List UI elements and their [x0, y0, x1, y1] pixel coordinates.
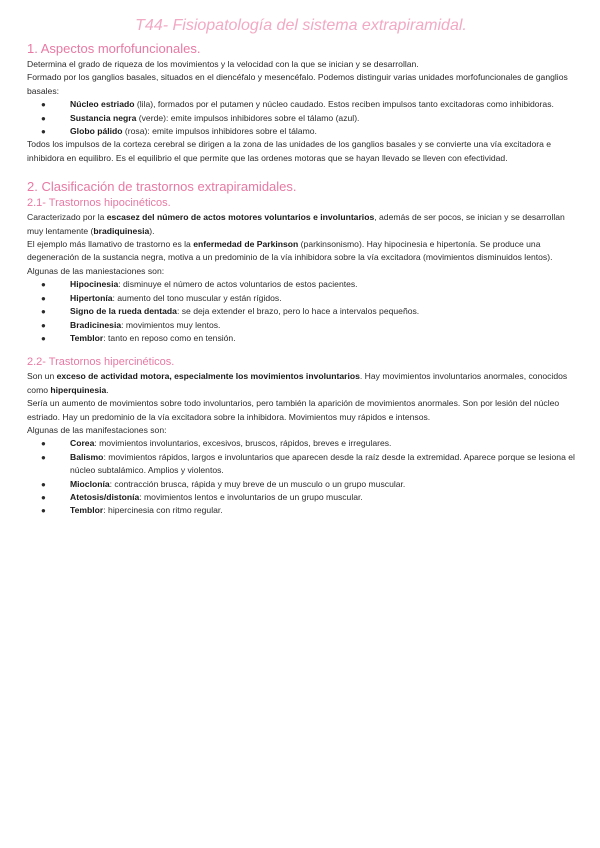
bullet-icon: ●	[41, 439, 46, 449]
s1-paragraph-2: Formado por los ganglios basales, situados en el diencéfalo y mesencéfalo. Podemos distinguir varias unidades morfofuncionales de ganglios basales:	[27, 72, 568, 96]
list-item: ● Sustancia negra (verde): emite impulsos inhibidores sobre el tálamo (azul).	[27, 112, 575, 125]
bullet-icon: ●	[41, 492, 46, 502]
bullet-icon: ●	[41, 506, 46, 516]
s21-paragraph-2: El ejemplo más llamativo de trastorno es la enfermedad de Parkinson (parkinsonismo). Hay hipocinesia e hipertonía. Se produce una degeneración de la sustancia negra, motiva a un predominio de la vía inhibidora sobre la vía excitadora (movimientos disminuidos lentos). Algunas de las maniestaciones son:	[27, 239, 553, 276]
list-item: ● Corea: movimientos involuntarios, excesivos, bruscos, rápidos, breves e irregulares.	[27, 437, 575, 450]
bullet-icon: ●	[41, 479, 46, 489]
document-title: T44- Fisiopatología del sistema extrapiramidal.	[135, 17, 467, 34]
s22-paragraph-2: Sería un aumento de movimientos sobre todo involuntarios, pero también la aparición de movimientos anormales. Son por lesión del núcleo estriado. Hay un predominio de la vía excitadora sobre la inhibidora. Movimientos muy rápidos e intensos.	[27, 398, 560, 422]
s1-paragraph-1: Determina el grado de riqueza de los movimientos y la velocidad con la que se inician y se desarrollan.	[27, 59, 419, 69]
bullet-icon: ●	[41, 113, 46, 123]
subsection-2-2-heading: 2.2- Trastornos hipercinéticos.	[27, 356, 175, 369]
bullet-icon: ●	[41, 127, 46, 137]
bullet-icon: ●	[41, 280, 46, 290]
list-item: ● Balismo: movimientos rápidos, largos e involuntarios que aparecen desde la raíz desde la extremidad. Aparece porque se lesiona el núcleo subtalámico. Amplios y violentos.	[41, 451, 575, 476]
list-item: ● Mioclonía: contracción brusca, rápida y muy breve de un musculo o un grupo muscular.	[27, 478, 575, 491]
s21-list	[27, 278, 575, 345]
list-item: ● Bradicinesia: movimientos muy lentos.	[27, 319, 575, 332]
list-item: ● Atetosis/distonía: movimientos lentos e involuntarios de un grupo muscular.	[27, 491, 575, 504]
s22-list	[27, 437, 575, 517]
bullet-icon: ●	[41, 307, 46, 317]
s1-paragraph-3: Todos los impulsos de la corteza cerebral se dirigen a la zona de las unidades de los ganglios basales y se convierte una vía excitadora e inhibidora en equilibro. Es el equilibrio el que permite que las ordenes motoras que se hayan llevado se lleven con efectividad.	[27, 139, 552, 163]
s1-list	[27, 98, 575, 138]
bullet-icon: ●	[41, 320, 46, 330]
list-item: ● Temblor: hipercinesia con ritmo regular.	[27, 504, 575, 517]
bullet-icon: ●	[41, 293, 46, 303]
s22-paragraph-1: Son un exceso de actividad motora, especialmente los movimientos involuntarios. Hay movimientos involuntarios anormales, conocidos como hiperquinesia.	[27, 371, 568, 395]
s21-paragraph-1: Caracterizado por la escasez del número de actos motores voluntarios e involuntarios, además de ser pocos, se inician y se desarrollan muy lentamente (bradiquinesia).	[27, 212, 565, 236]
bullet-icon: ●	[41, 333, 46, 343]
list-item: ● Temblor: tanto en reposo como en tensión.	[27, 332, 575, 345]
list-item: ● Globo pálido (rosa): emite impulsos inhibidores sobre el tálamo.	[27, 125, 575, 138]
bullet-icon: ●	[41, 100, 46, 110]
bullet-icon: ●	[41, 452, 46, 462]
subsection-2-1-heading: 2.1- Trastornos hipocinéticos.	[27, 197, 171, 210]
list-item: ● Hipertonía: aumento del tono muscular y están rígidos.	[27, 292, 575, 305]
section-clasificacion	[27, 178, 575, 518]
list-item: ● Núcleo estriado (lila), formados por el putamen y núcleo caudado. Estos reciben impulsos tanto excitadoras como inhibidoras.	[27, 98, 575, 111]
list-item: ● Hipocinesia: disminuye el número de actos voluntarios de estos pacientes.	[27, 278, 575, 291]
section-2-heading: 2. Clasificación de trastornos extrapiramidales.	[27, 179, 297, 195]
s22-paragraph-3: Algunas de las manifestaciones son:	[27, 424, 167, 435]
section-aspectos	[27, 40, 575, 165]
section-1-heading: 1. Aspectos morfofuncionales.	[27, 41, 201, 56]
list-item: ● Signo de la rueda dentada: se deja extender el brazo, pero lo hace a intervalos pequeños.	[27, 305, 575, 318]
